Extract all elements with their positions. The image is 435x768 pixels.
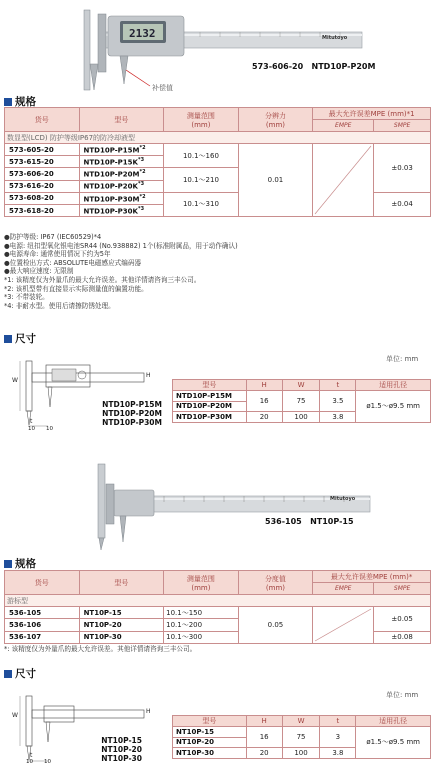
spec-table-digital bbox=[4, 107, 431, 217]
table-cell: 3.8 bbox=[320, 412, 356, 423]
section2-title: 尺寸 bbox=[4, 331, 36, 346]
dim-10a-vernier: 10 bbox=[26, 759, 33, 765]
table-header-cell: EMPE bbox=[313, 583, 374, 595]
table-cell: ±0.08 bbox=[374, 631, 431, 643]
table-cell: 10.1～210 bbox=[164, 168, 239, 193]
spec-note-vernier: *: 该精度仅为外量爪的最大允许误差。其他详情请咨询三丰公司。 bbox=[4, 645, 197, 653]
section1-title: 规格 bbox=[4, 94, 36, 109]
table-cell: NTD10P-P20M$^{*2}$ bbox=[79, 168, 164, 181]
section-marker-icon bbox=[4, 670, 12, 678]
table-cell: 3.8 bbox=[320, 748, 356, 759]
vernier-caliper-photo bbox=[84, 460, 374, 552]
table-cell: NTD10P-P30K$^{*3}$ bbox=[79, 205, 164, 217]
table-row bbox=[173, 391, 431, 402]
table-header-cell: SMPE bbox=[374, 583, 431, 595]
section-marker-icon bbox=[4, 560, 12, 568]
section3-title: 规格 bbox=[4, 556, 36, 571]
table-cell: NTD10P-P30M$^{*2}$ bbox=[79, 192, 164, 205]
table-cell: 3 bbox=[320, 727, 356, 748]
table-cell: NTD10P-P15M$^{*2}$ bbox=[79, 144, 164, 156]
table-cell: 75 bbox=[282, 391, 320, 412]
table-cell: NT10P-15 bbox=[79, 607, 164, 619]
table-header-cell: W bbox=[282, 716, 320, 727]
table-row bbox=[173, 727, 431, 738]
table-cell: 16 bbox=[246, 727, 282, 748]
table-header-cell: 型号 bbox=[173, 380, 247, 391]
drawing-models-vernier: NT10P-15 NT10P-20 NT10P-30 bbox=[101, 736, 142, 763]
mid-photo-caption: 536-105 NT10P-15 bbox=[265, 517, 354, 526]
table-cell: 10.1～200 bbox=[164, 619, 239, 631]
table-cell: NT10P-30 bbox=[173, 748, 247, 759]
table-cell: 20 bbox=[246, 412, 282, 423]
group-label-vernier: 游标型 bbox=[5, 595, 431, 607]
table-row bbox=[5, 607, 431, 619]
table-cell: 536-105 bbox=[5, 607, 80, 619]
table-cell: NT10P-30 bbox=[79, 631, 164, 643]
table-header-cell: 分度值 (mm) bbox=[238, 571, 313, 595]
section4-title: 尺寸 bbox=[4, 666, 36, 681]
table-header-cell: 最大允许误差MPE (mm)* bbox=[313, 571, 431, 583]
table-cell: 573-615-20 bbox=[5, 156, 80, 168]
group-label: 数显型(LCD) 防护等级IP67的防冷却液型 bbox=[5, 132, 431, 144]
dim-h: H bbox=[146, 372, 151, 379]
header-smpe: SMPE bbox=[374, 120, 431, 132]
table-header-cell: H bbox=[246, 716, 282, 727]
dim-t: t bbox=[30, 418, 33, 425]
dimension-table-vernier bbox=[172, 715, 431, 759]
table-cell: 3.5 bbox=[320, 391, 356, 412]
table-header-cell: t bbox=[320, 716, 356, 727]
table-header-cell: W bbox=[282, 380, 320, 391]
section-marker-icon bbox=[4, 335, 12, 343]
header-mpe: 最大允许误差MPE (mm)*1 bbox=[313, 108, 431, 120]
table-cell: 573-616-20 bbox=[5, 180, 80, 192]
table-cell: NTD10P-P15K$^{*3}$ bbox=[79, 156, 164, 168]
table-cell: 10.1～150 bbox=[164, 607, 239, 619]
table-cell: 100 bbox=[282, 748, 320, 759]
dim-10b-vernier: 10 bbox=[44, 759, 51, 765]
table-cell: 573-605-20 bbox=[5, 144, 80, 156]
drawing-models-digital: NTD10P-P15M NTD10P-P20M NTD10P-P30M bbox=[102, 400, 162, 427]
table-cell: ø1.5～ø9.5 mm bbox=[356, 391, 431, 423]
table-cell: 10.1～310 bbox=[164, 192, 239, 217]
table-cell: ±0.03 bbox=[374, 144, 431, 193]
header-resolution: 分辨力 (mm) bbox=[238, 108, 313, 132]
table-cell bbox=[313, 144, 374, 217]
dim-w-vernier: W bbox=[12, 712, 18, 719]
table-cell: NTD10P-P15M bbox=[173, 391, 247, 402]
compensation-callout: 补偿值 bbox=[152, 84, 173, 92]
table-cell: ø1.5～ø9.5 mm bbox=[356, 727, 431, 759]
brand-logo-mid: Mitutoyo bbox=[330, 496, 356, 502]
table-cell: NTD10P-P30M bbox=[173, 412, 247, 423]
table-header-cell: 型号 bbox=[79, 571, 164, 595]
table-cell bbox=[313, 607, 374, 644]
table-cell: 0.05 bbox=[238, 607, 313, 644]
top-photo-caption: 573-606-20 NTD10P-P20M bbox=[252, 62, 376, 71]
table-cell: ±0.04 bbox=[374, 192, 431, 217]
table-cell: 573-606-20 bbox=[5, 168, 80, 181]
header-model: 型号 bbox=[79, 108, 164, 132]
table-header-cell: t bbox=[320, 380, 356, 391]
unit-label-vernier: 单位: mm bbox=[386, 691, 419, 699]
table-cell: 20 bbox=[246, 748, 282, 759]
table-header-cell: H bbox=[246, 380, 282, 391]
header-code: 货号 bbox=[5, 108, 80, 132]
digital-caliper-photo bbox=[80, 4, 370, 96]
table-cell: ±0.05 bbox=[374, 607, 431, 632]
section-marker-icon bbox=[4, 98, 12, 106]
empe-diagonal bbox=[313, 144, 373, 216]
table-header-cell: 适用孔径 bbox=[356, 716, 431, 727]
dim-w: W bbox=[12, 377, 18, 384]
table-header-cell: 货号 bbox=[5, 571, 80, 595]
spec-notes: ●防护等级: IP67 (IEC60529)*4 ●电源: 纽扣型氧化银电池SR44 (No.938882) 1个(标准附属品，用于动作确认) ●电源寿命: 通常使用情况下约为5年 ●位置检出方式: ABSOLUTE电磁感应式编码器 ●最大响应速度: 无限制 *1: 该精度仅为外量爪的最大允许误差。其他详情请咨询三丰公司。 *2: 该机型带有直接显示实际测量值的偏置功能。 *3: 不带装轮。 *4: 非耐水型。使用后请擦防锈处理。 bbox=[4, 233, 238, 310]
table-cell: 10.1～160 bbox=[164, 144, 239, 168]
dim-h-vernier: H bbox=[146, 708, 151, 715]
table-cell: 573-608-20 bbox=[5, 192, 80, 205]
table-header-cell: 测量范围 (mm) bbox=[164, 571, 239, 595]
spec-table-vernier bbox=[4, 570, 431, 644]
dimension-table-digital bbox=[172, 379, 431, 423]
table-cell: 100 bbox=[282, 412, 320, 423]
table-cell: NT10P-20 bbox=[173, 737, 247, 748]
dim-10a: 10 bbox=[28, 426, 35, 432]
brand-logo: Mitutoyo bbox=[322, 35, 348, 41]
table-cell: 573-618-20 bbox=[5, 205, 80, 217]
table-header-cell: 型号 bbox=[173, 716, 247, 727]
table-cell: NTD10P-P20K$^{*3}$ bbox=[79, 180, 164, 192]
table-row bbox=[5, 144, 431, 156]
table-cell: NT10P-20 bbox=[79, 619, 164, 631]
table-cell: 0.01 bbox=[238, 144, 313, 217]
empe-diagonal bbox=[313, 607, 373, 643]
table-cell: NTD10P-P20M bbox=[173, 401, 247, 412]
unit-label: 单位: mm bbox=[386, 355, 419, 363]
table-cell: 10.1～300 bbox=[164, 631, 239, 643]
table-cell: 75 bbox=[282, 727, 320, 748]
table-cell: 16 bbox=[246, 391, 282, 412]
table-cell: NT10P-15 bbox=[173, 727, 247, 738]
header-empe: EMPE bbox=[313, 120, 374, 132]
header-range: 测量范围 (mm) bbox=[164, 108, 239, 132]
dim-t-vernier: t bbox=[30, 752, 33, 759]
table-cell: 536-106 bbox=[5, 619, 80, 631]
table-cell: 536-107 bbox=[5, 631, 80, 643]
table-header-cell: 适用孔径 bbox=[356, 380, 431, 391]
dim-10b: 10 bbox=[46, 426, 53, 432]
caliper-display-value: 2132 bbox=[129, 27, 156, 40]
